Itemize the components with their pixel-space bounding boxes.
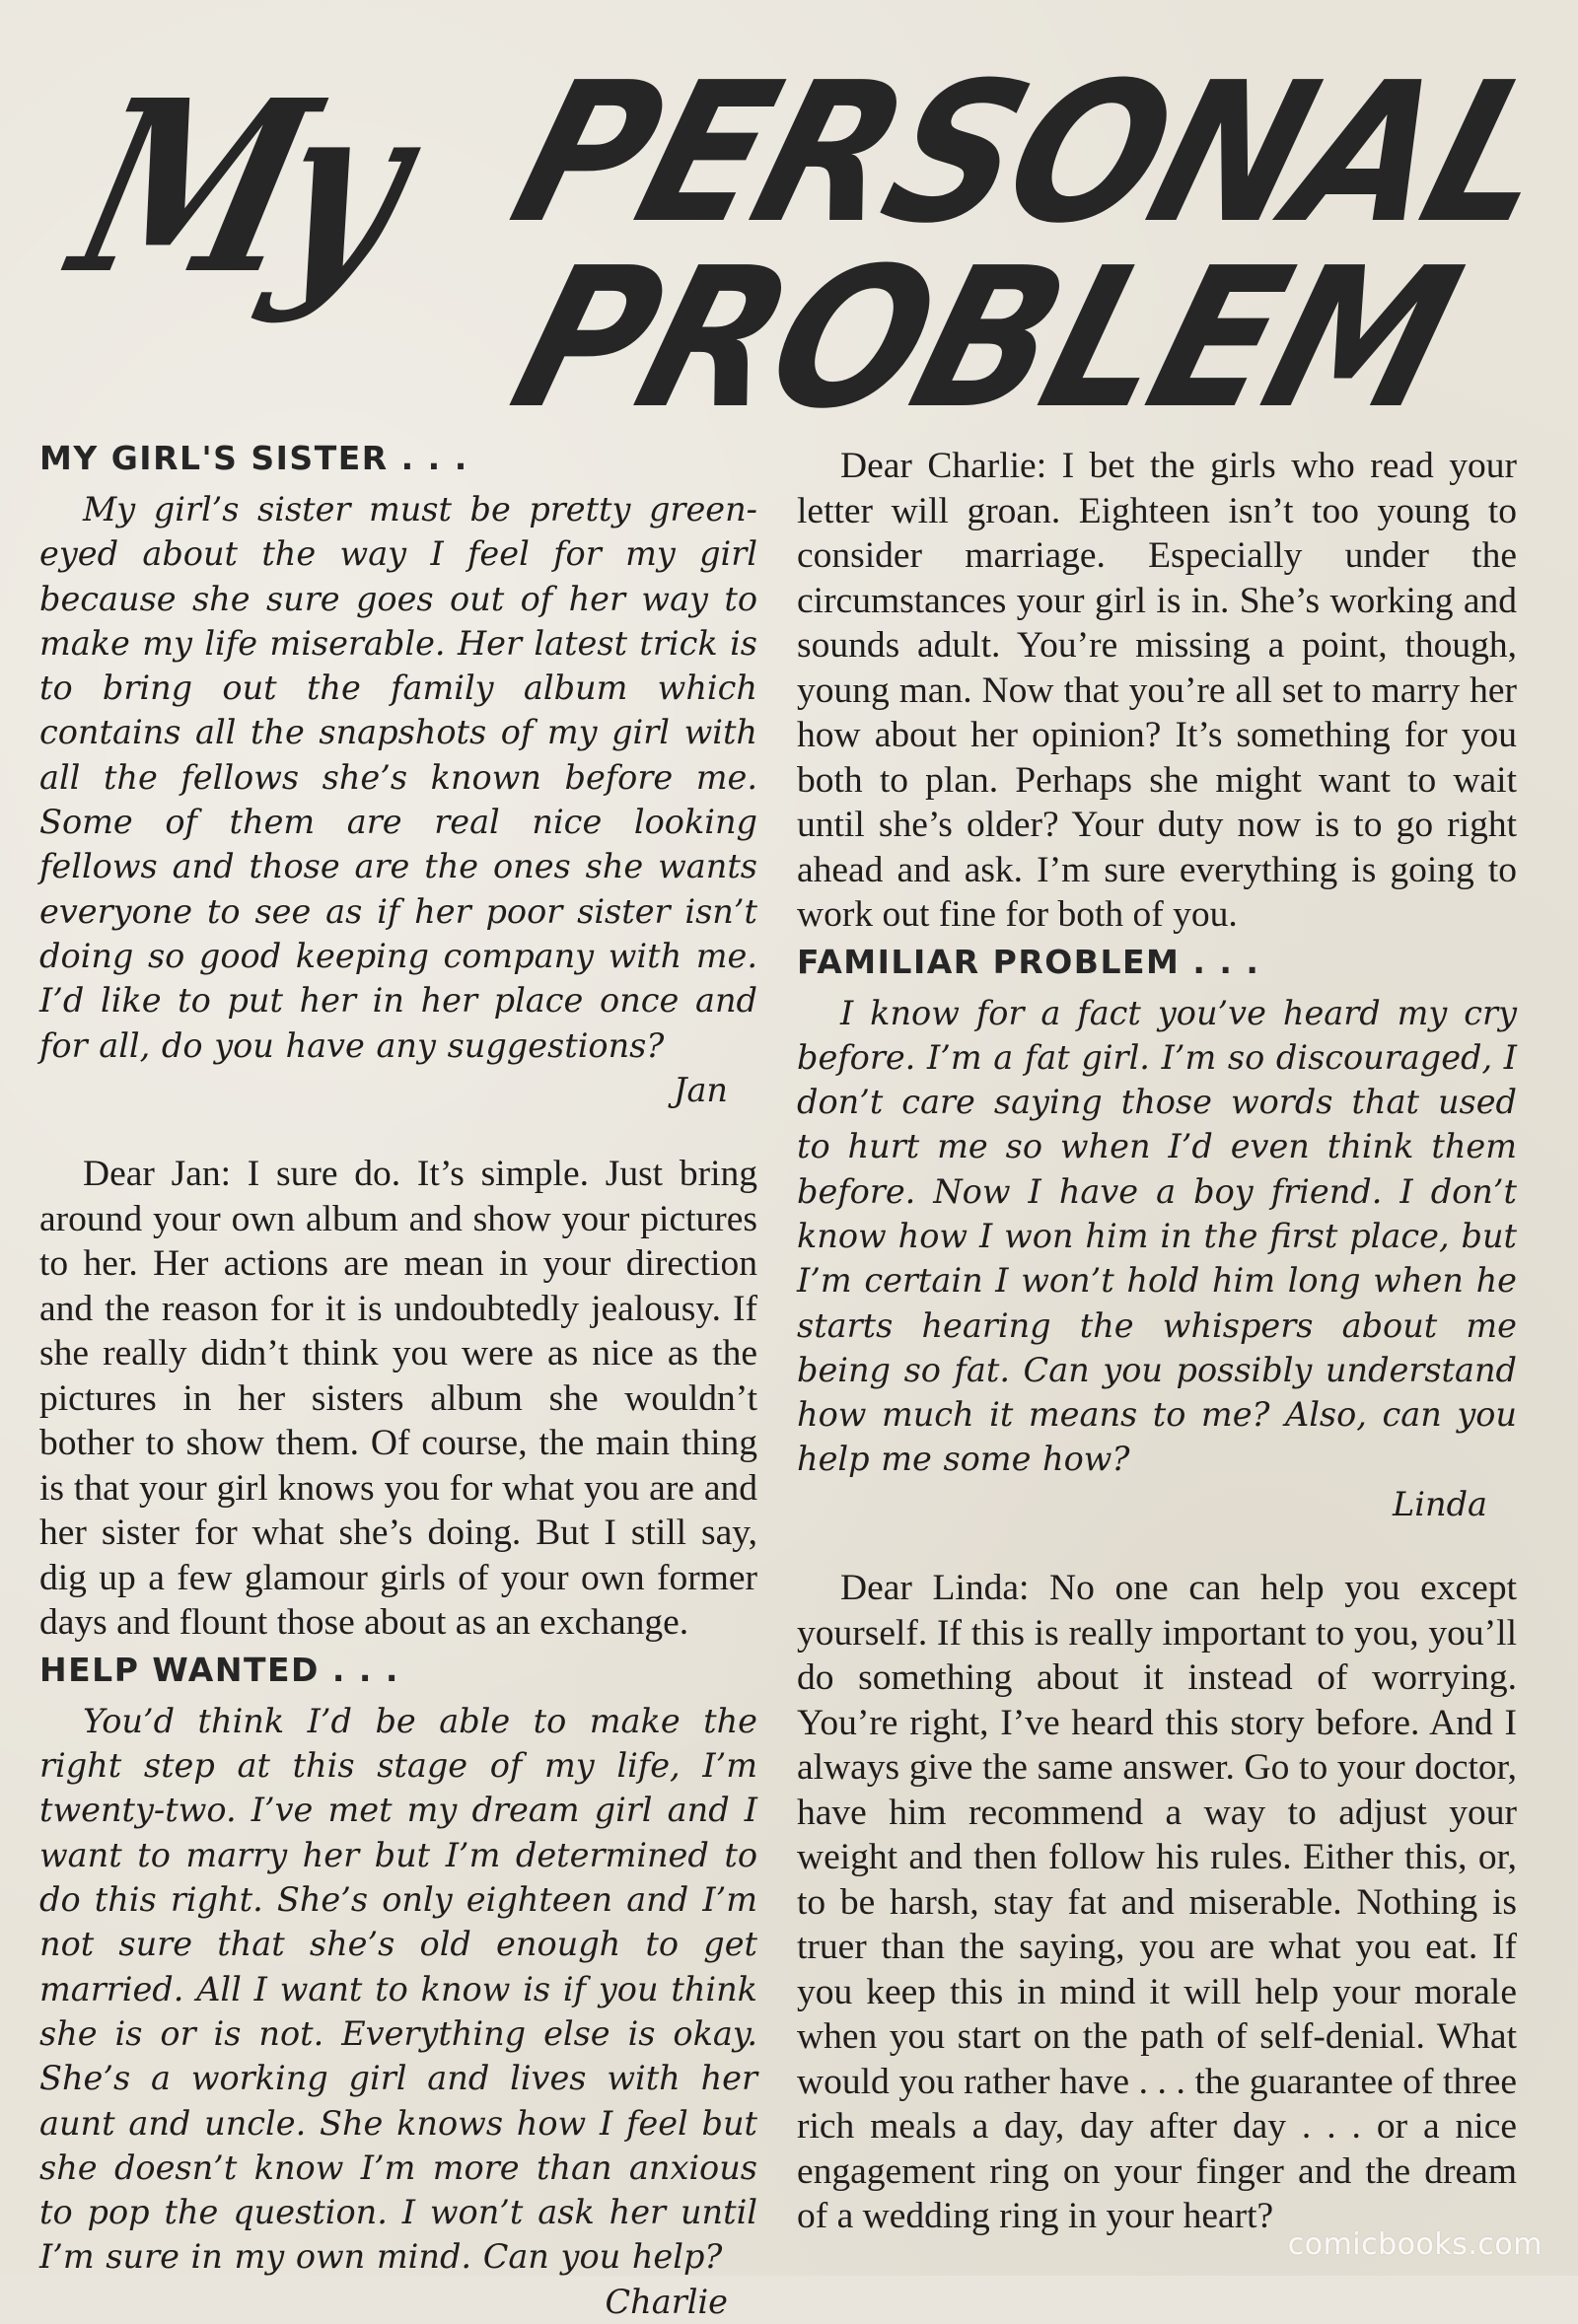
reply-linda: Dear Linda: No one can help you except yourself. If this is really important to you, you’ll do something about it instead of worrying. You’re right, I’ve heard this story before. And I always give the same answer. Go to your doctor, have him recommend a way to adjust your weight and then follow his rules. Either this, or, to be harsh, stay fat and miserable. Nothing is truer than the saying, you are what you eat. If you keep this in mind it will help your morale when you start on the path of self-denial. What would you rather have . . . the guarantee of three rich meals a day, day after day . . . or a nice engagement ring on your finger and the dream of a wedding ring in your heart? bbox=[797, 1568, 1517, 2237]
right-column bbox=[797, 444, 1517, 2239]
letter-text: You’d think I’d be able to make the right step at this stage of my life, I’m twenty-two. I’ve met my dream girl and I want to marry her but I’m determined to do this right. She’s only eighteen and I’m not sure that she’s old enough to get married. All I want to know is if you think she is or is not. Everything else is okay. She’s a working girl and lives with her aunt and uncle. She knows how I feel but she doesn’t know I’m more than anxious to pop the question. I won’t ask her until I’m sure in my own mind. Can you help? bbox=[39, 1701, 757, 2277]
section-heading-help-wanted: HELP WANTED . . . bbox=[39, 1650, 399, 1689]
page-title bbox=[0, 0, 1578, 452]
section-heading-familiar-problem: FAMILIAR PROBLEM . . . bbox=[797, 942, 1260, 981]
letter-text: My girl’s sister must be pretty green-eyed about the way I feel for my girl because she sure goes out of her way to make my life miserable. Her latest trick is to bring out the family album which contains all the snapshots of my girl with all the fellows she’s known before me. Some of them are real nice looking fellows and those are the ones she wants everyone to see as if her poor sister isn’t doing so good keeping company with me. I’d like to put her in her place once and for all, do you have any suggestions? bbox=[39, 490, 757, 1065]
letter-text: I know for a fact you’ve heard my cry before. I’m a fat girl. I’m so discouraged, I don’t care saying those words that used to hurt me so when I’d even think them before. Now I have a boy friend. I don’t know how I won him in the first place, but I’m certain I won’t hold him long when he starts hearing the whispers about me being so fat. Can you possibly understand how much it means to me? Also, can you help me some how? bbox=[797, 993, 1517, 1479]
letter-jan bbox=[39, 487, 757, 1112]
title-personal: PERSONAL bbox=[492, 41, 1573, 266]
signature-jan: Jan bbox=[674, 1070, 728, 1109]
letter-charlie bbox=[39, 1699, 757, 2324]
left-column bbox=[39, 434, 757, 2324]
signature-charlie: Charlie bbox=[605, 2282, 728, 2321]
section-heading-girls-sister: MY GIRL'S SISTER . . . bbox=[39, 439, 468, 477]
spacer bbox=[39, 1112, 757, 1152]
reply-charlie: Dear Charlie: I bet the girls who read your letter will groan. Eighteen isn’t too young to consider marriage. Especially under the circumstances your girl is in. She’s working and sounds adult. You’re missing a point, though, young man. Now that you’re all set to marry her how about her opinion? It’s something for you both to plan. Perhaps she might want to wait until she’s older? Your duty now is to go right ahead and ask. I’m sure everything is going to work out fine for both of you. bbox=[797, 446, 1517, 935]
title-my: My bbox=[51, 48, 420, 326]
letter-linda bbox=[797, 991, 1517, 1527]
title-problem: PROBLEM bbox=[492, 227, 1477, 452]
reply-jan: Dear Jan: I sure do. It’s simple. Just bring around your own album and show your pictures to her. Her actions are mean in your direction and the reason for it is undoubtedly jealousy. If she really didn’t think you were as nice as the pictures in her sisters album she wouldn’t bother to show them. Of course, the main thing is that your girl knows you for what you are and her sister for what she’s doing. But I still say, dig up a few glamour girls of your own former days and flount those about as an exchange. bbox=[39, 1154, 757, 1644]
watermark: comicbooks.com bbox=[1287, 2227, 1542, 2262]
signature-linda: Linda bbox=[1393, 1484, 1487, 1523]
spacer bbox=[797, 1526, 1517, 1566]
